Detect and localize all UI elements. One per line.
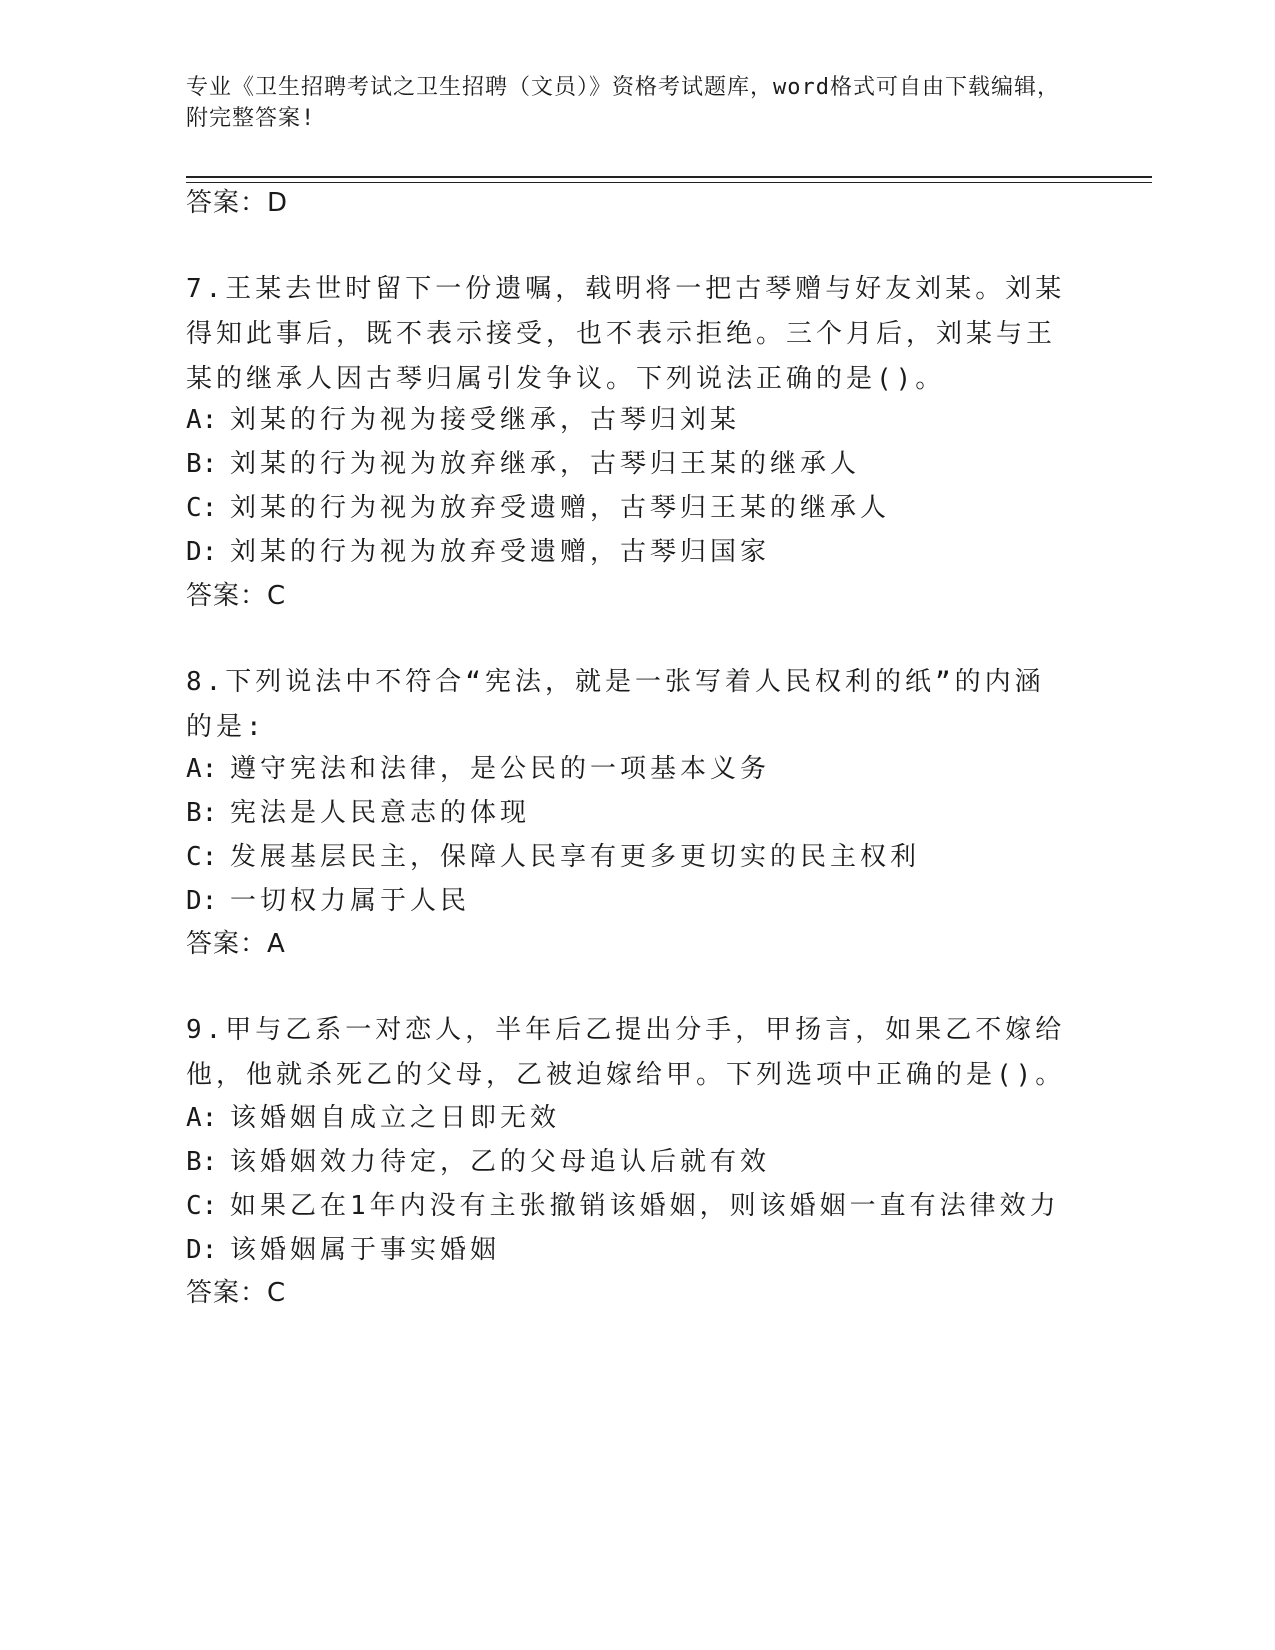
question-9-stem: 9.甲与乙系一对恋人，半年后乙提出分手，甲扬言，如果乙不嫁给他，他就杀死乙的父母，乙被迫嫁给甲。下列选项中正确的是()。: [186, 1015, 1066, 1090]
question-8-option-c: [186, 840, 1086, 874]
question-8-answer: 答案：A: [186, 929, 286, 959]
question-8-option-a: [186, 752, 1086, 786]
option-key: D:: [186, 537, 218, 567]
question-7-option-a: [186, 403, 1086, 437]
question-7-option-b: [186, 447, 1086, 481]
document-header: 专业《卫生招聘考试之卫生招聘（文员）》资格考试题库，word格式可自由下载编辑，附完整答案!: [186, 75, 1060, 131]
option-text: 发展基层民主，保障人民享有更多更切实的民主权利: [230, 842, 921, 872]
question-9-option-d: [186, 1233, 1086, 1267]
question-9-option-b: [186, 1145, 1086, 1179]
question-8-stem: 8.下列说法中不符合“宪法，就是一张写着人民权利的纸”的内涵的是:: [186, 667, 1045, 742]
question-8-option-d: [186, 884, 1086, 918]
option-text: 该婚姻自成立之日即无效: [230, 1103, 561, 1133]
previous-answer: 答案：D: [186, 188, 289, 218]
option-text: 该婚姻效力待定，乙的父母追认后就有效: [230, 1147, 771, 1177]
option-key: C:: [186, 842, 218, 872]
option-key: B:: [186, 1147, 218, 1177]
option-key: D:: [186, 886, 218, 916]
option-key: A:: [186, 405, 218, 435]
header-divider-thin: [186, 182, 1152, 183]
option-key: B:: [186, 449, 218, 479]
question-8-option-b: [186, 796, 1086, 830]
option-text: 一切权力属于人民: [230, 886, 471, 916]
question-7-stem: 7.王某去世时留下一份遗嘱，载明将一把古琴赠与好友刘某。刘某得知此事后，既不表示接受，也不表示拒绝。三个月后，刘某与王某的继承人因古琴归属引发争议。下列说法正确的是()。: [186, 274, 1066, 394]
question-7-answer: 答案：C: [186, 581, 287, 611]
question-7-option-d: [186, 535, 1086, 569]
option-key: D:: [186, 1235, 218, 1265]
option-key: A:: [186, 754, 218, 784]
option-text: 刘某的行为视为接受继承，古琴归刘某: [230, 405, 741, 435]
option-key: C:: [186, 493, 218, 523]
option-key: A:: [186, 1103, 218, 1133]
question-9-option-c: [186, 1189, 1086, 1223]
option-key: B:: [186, 798, 218, 828]
question-9-option-a: [186, 1101, 1086, 1135]
option-key: C:: [186, 1191, 218, 1221]
option-text: 如果乙在1年内没有主张撤销该婚姻，则该婚姻一直有法律效力: [230, 1191, 1060, 1221]
option-text: 该婚姻属于事实婚姻: [230, 1235, 501, 1265]
header-divider-thick: [186, 176, 1152, 178]
question-9-answer: 答案：C: [186, 1278, 287, 1308]
option-text: 刘某的行为视为放弃受遗赠，古琴归王某的继承人: [230, 493, 891, 523]
question-7-option-c: [186, 491, 1086, 525]
option-text: 宪法是人民意志的体现: [230, 798, 531, 828]
option-text: 刘某的行为视为放弃受遗赠，古琴归国家: [230, 537, 771, 567]
option-text: 遵守宪法和法律，是公民的一项基本义务: [230, 754, 771, 784]
option-text: 刘某的行为视为放弃继承，古琴归王某的继承人: [230, 449, 861, 479]
